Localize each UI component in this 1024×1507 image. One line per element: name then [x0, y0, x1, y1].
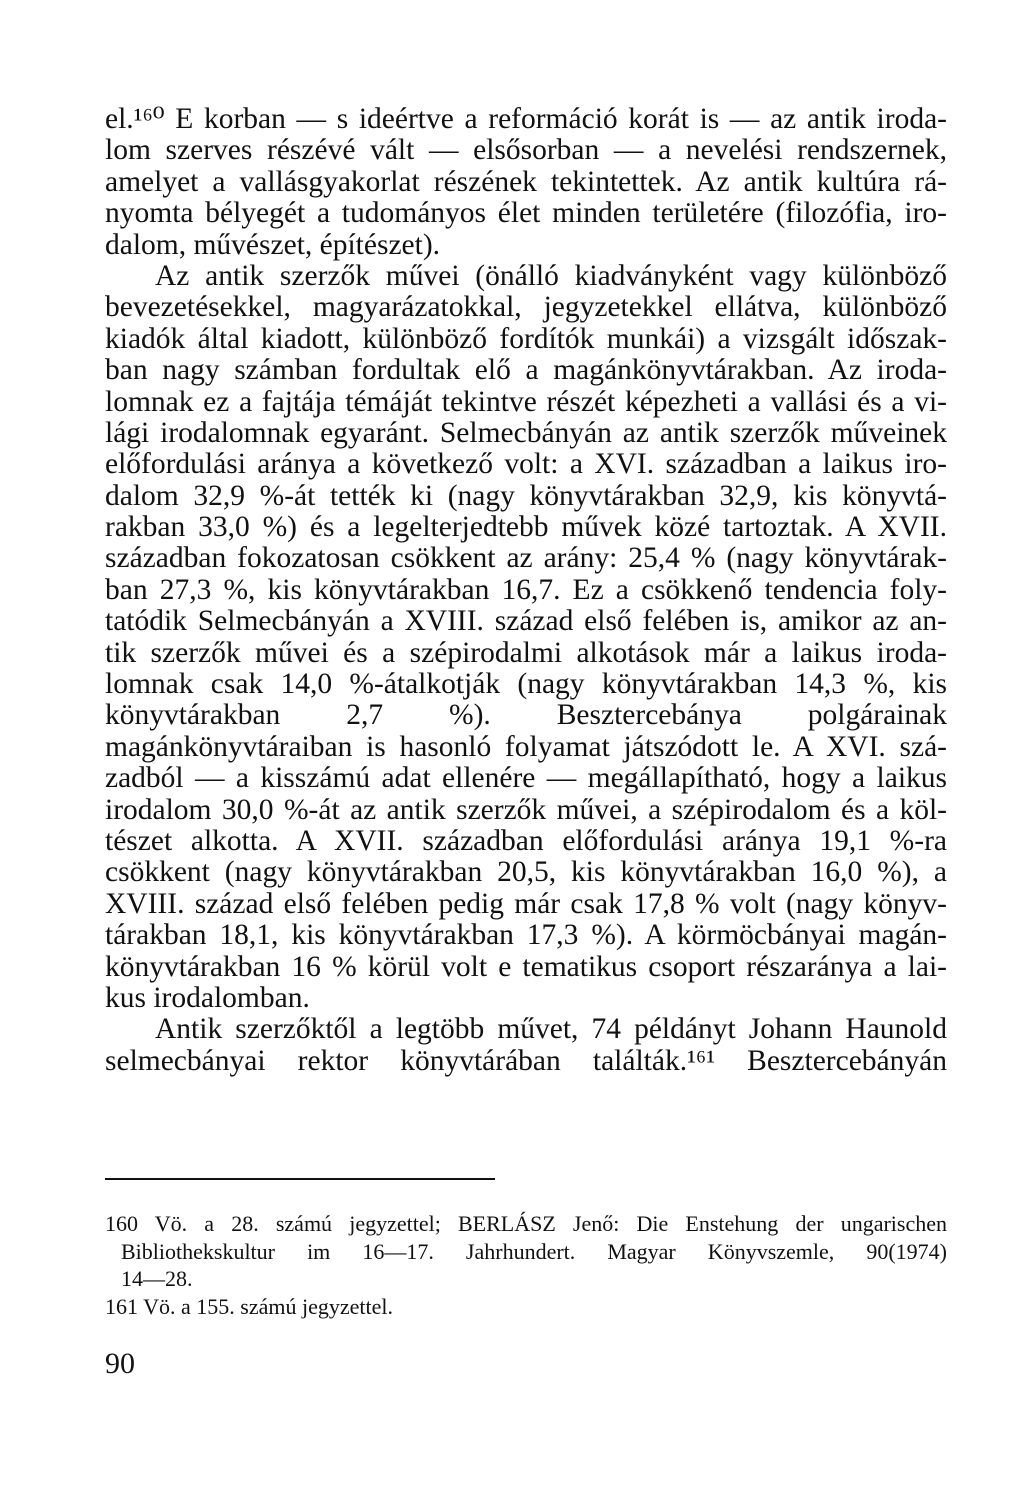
text-line: kiadók által kiadott, különböző fordítók munkái) a vizsgált időszak- [105, 322, 947, 355]
text-line: ban 27,3 %, kis könyvtárakban 16,7. Ez a csökkenő tendencia foly- [105, 573, 947, 606]
text-line: Antik szerzőktől a legtöbb művet, 74 példányt Johann Haunold [155, 1013, 947, 1046]
text-line: Az antik szerzők művei (önálló kiadványként vagy különböző [155, 259, 947, 292]
text-line: irodalom 30,0 %-át az antik szerzők művei, a szépirodalom és a köl- [105, 793, 947, 826]
text-line: században fokozatosan csökkent az arány: 25,4 % (nagy könyvtárak- [105, 542, 947, 575]
text-line: selmecbányai rektor könyvtárában találták.¹⁶¹ Besztercebányán [105, 1044, 947, 1077]
text-line: kus irodalomban. [105, 981, 310, 1014]
text-line: el.¹⁶⁰ E korban — s ideértve a reformáció korát is — az antik iroda- [105, 103, 947, 135]
text-line: dalom 32,9 %-át tették ki (nagy könyvtárakban 32,9, kis könyvtá- [105, 479, 947, 512]
text-line: bevezetésekkel, magyarázatokkal, jegyzetekkel ellátva, különböző [105, 291, 947, 324]
text-line: könyvtárakban 2,7 %). Besztercebánya polgárainak [105, 699, 947, 732]
footnote-line: 160 Vö. a 28. számú jegyzettel; BERLÁSZ Jenő: Die Enstehung der ungarischen [105, 1211, 947, 1236]
footnote-line: 14—28. [121, 1266, 193, 1291]
text-line: lom szerves részévé vált — elsősorban — a nevelési rendszernek, [105, 134, 947, 167]
text-line: lomnak ez a fajtája témáját tekintve részét képezheti a vallási és a vi- [105, 385, 947, 418]
text-line: előfordulási aránya a következő volt: a XVI. században a laikus iro- [105, 448, 947, 481]
text-line: csökkent (nagy könyvtárakban 20,5, kis könyvtárakban 16,0 %), a [105, 856, 947, 889]
text-line: XVIII. század első felében pedig már csak 17,8 % volt (nagy könyv- [105, 887, 947, 920]
main-text [105, 104, 947, 1077]
text-line: rakban 33,0 %) és a legelterjedtebb művek közé tartoztak. A XVII. [105, 511, 947, 544]
text-line: ban nagy számban fordultak elő a magánkönyvtárakban. Az iroda- [105, 354, 947, 387]
footnote-divider [105, 1178, 495, 1180]
page-number: 90 [105, 1347, 135, 1380]
text-line: tészet alkotta. A XVII. században előfordulási aránya 19,1 %-ra [105, 824, 947, 857]
text-line: dalom, művészet, építészet). [105, 228, 441, 261]
text-line: tárakban 18,1, kis könyvtárakban 17,3 %). A körmöcbányai magán- [105, 919, 947, 952]
text-line: könyvtárakban 16 % körül volt e tematikus csoport részaránya a lai- [105, 950, 947, 983]
text-line: magánkönyvtáraiban is hasonló folyamat játszódott le. A XVI. szá- [105, 730, 947, 763]
text-line: lomnak csak 14,0 %-átalkotják (nagy könyvtárakban 14,3 %, kis [105, 668, 947, 701]
footnote-line: 161 Vö. a 155. számú jegyzettel. [105, 1293, 393, 1319]
text-line: nyomta bélyegét a tudományos élet minden területére (filozófia, iro- [105, 197, 947, 230]
text-line: tatódik Selmecbányán a XVIII. század első felében is, amikor az an- [105, 605, 947, 638]
footnote-line: Bibliothekskultur im 16—17. Jahrhundert. Magyar Könyvszemle, 90(1974) [121, 1238, 947, 1264]
text-line: amelyet a vallásgyakorlat részének tekintettek. Az antik kultúra rá- [105, 165, 947, 198]
text-line: zadból — a kisszámú adat ellenére — megállapítható, hogy a laikus [105, 762, 947, 795]
text-line: tik szerzők művei és a szépirodalmi alkotások már a laikus iroda- [105, 636, 947, 669]
text-line: lági irodalomnak egyaránt. Selmecbányán az antik szerzők műveinek [105, 416, 947, 449]
footnotes [105, 1210, 947, 1320]
